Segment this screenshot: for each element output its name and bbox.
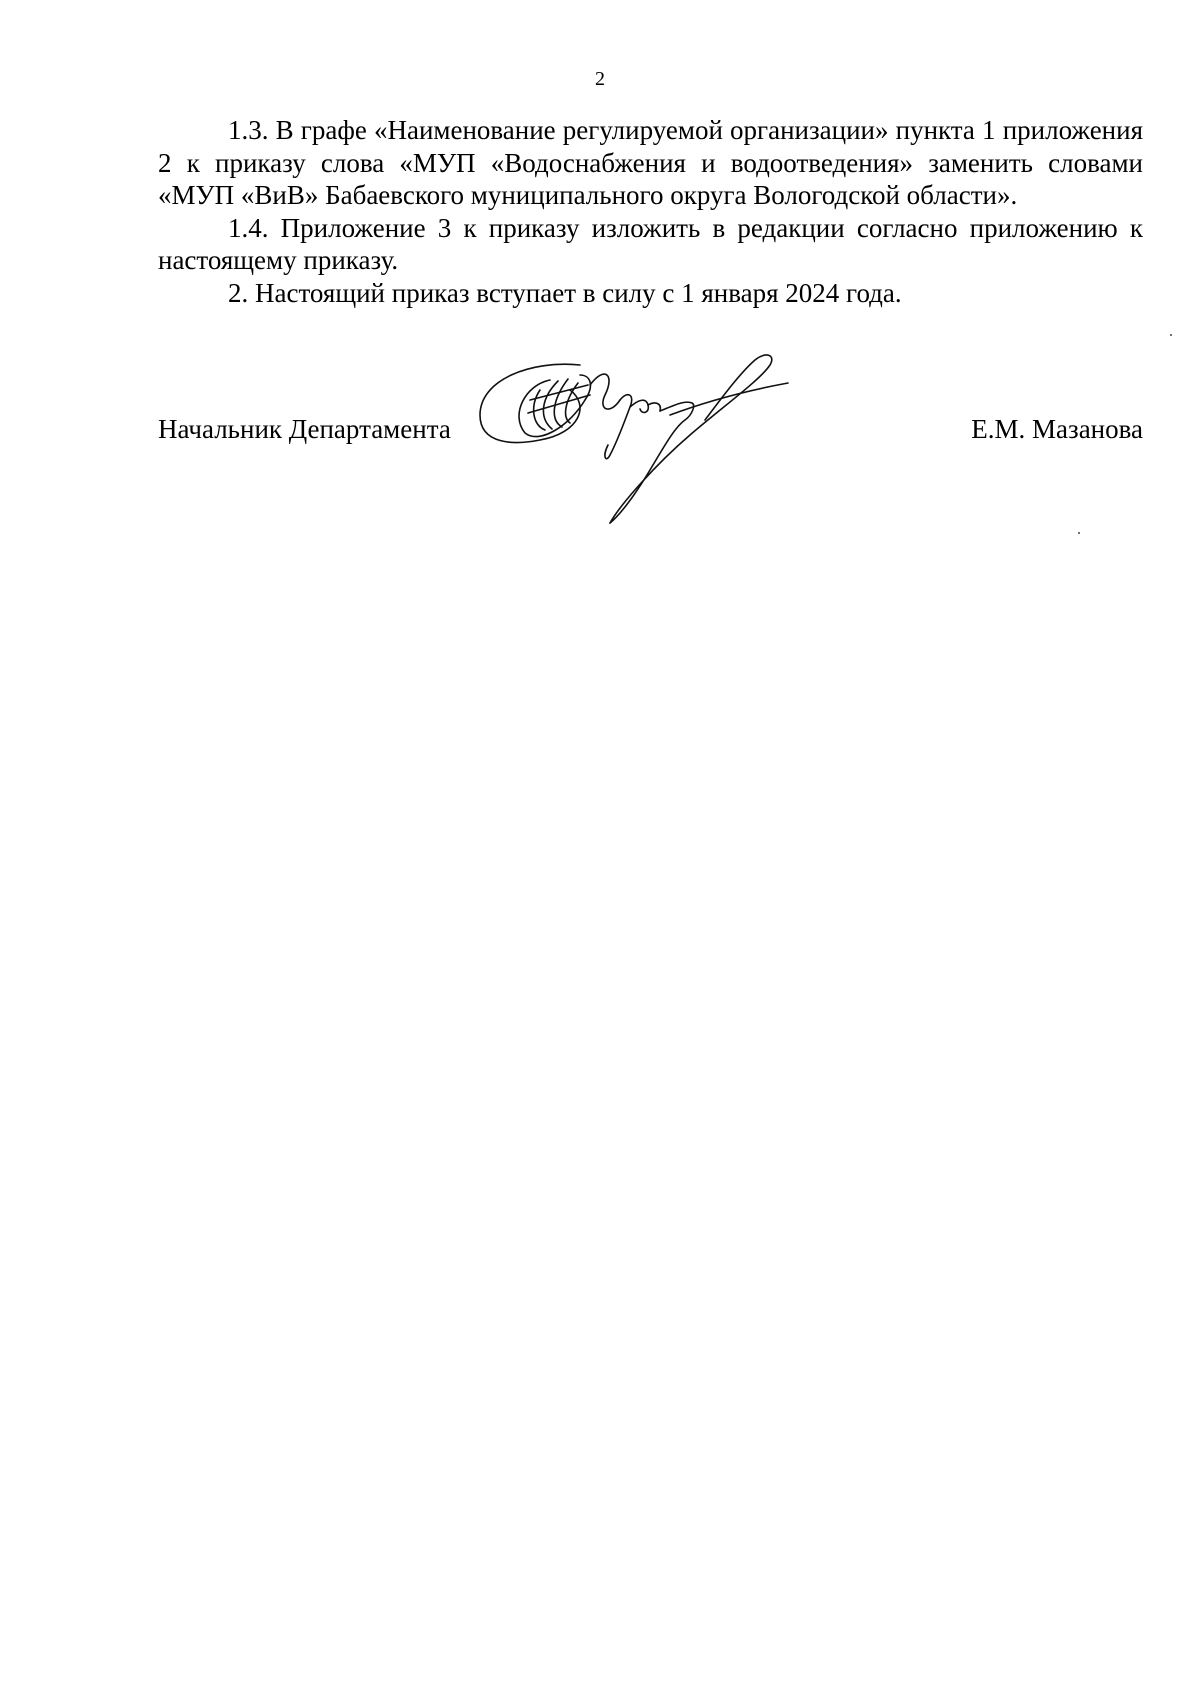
handwritten-signature [470, 345, 870, 535]
scan-speck [1078, 532, 1080, 534]
signer-name: Е.М. Мазанова [971, 414, 1143, 444]
scan-speck [1170, 334, 1172, 336]
page-number: 2 [595, 68, 605, 90]
document-body [158, 114, 1143, 309]
paragraph-2: 2. Настоящий приказ вступает в силу с 1 января 2024 года. [228, 277, 902, 308]
position-title: Начальник Департамента [158, 414, 451, 444]
paragraph-1-3: 1.3. В графе «Наименование регулируемой организации» пункта 1 приложения 2 к приказу слова «МУП «Водоснабжения и водоотведения» заменить словами «МУП «ВиВ» Бабаевского муниципального округа Вологодской области». [158, 115, 1143, 210]
paragraph-1-4: 1.4. Приложение 3 к приказу изложить в редакции согласно приложению к настоящему приказу. [158, 212, 1143, 275]
